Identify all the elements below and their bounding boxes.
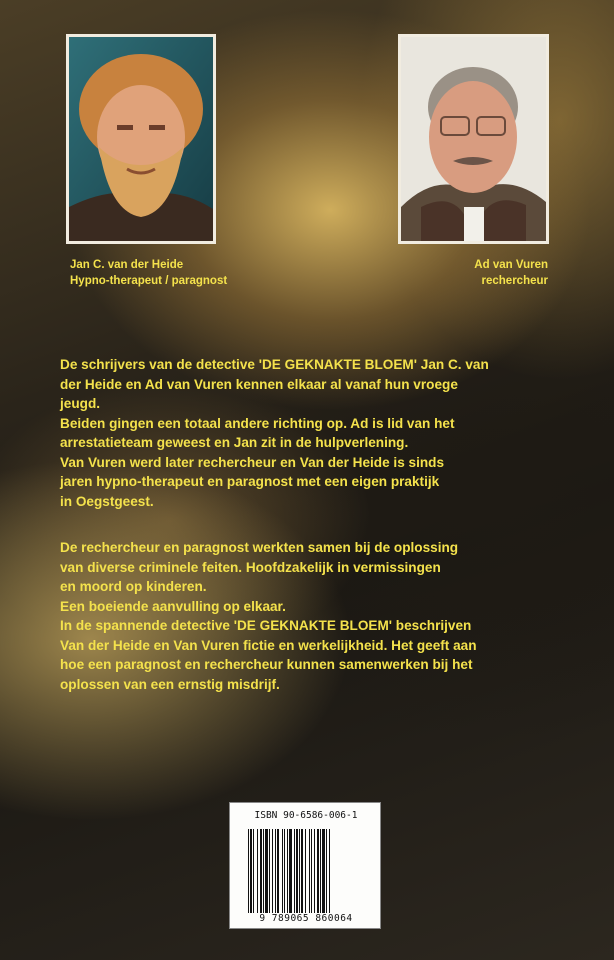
- blurb-text: [60, 355, 560, 694]
- blurb-line: In de spannende detective 'DE GEKNAKTE BLOEM' beschrijven: [60, 618, 472, 633]
- blurb-line: jeugd.: [60, 396, 101, 411]
- barcode-bars: [248, 829, 364, 913]
- blurb-line: Van Vuren werd later rechercheur en Van der Heide is sinds: [60, 454, 445, 470]
- author-photo-jan-van-der-heide: [66, 34, 216, 244]
- isbn-number: ISBN 90-6586-006-1: [254, 810, 358, 821]
- ean-number: 9 789065 860064: [259, 913, 353, 924]
- blurb-line: en moord op kinderen.: [60, 579, 207, 594]
- blurb-line: De rechercheur en paragnost werkten samen bij de oplossing: [60, 540, 459, 555]
- blurb-line: in Oegstgeest.: [60, 493, 154, 509]
- blurb-line: van diverse criminele feiten. Hoofdzakelijk in vermissingen: [60, 559, 441, 575]
- blurb-line: Een boeiende aanvulling op elkaar.: [60, 598, 286, 614]
- author-caption-right: [398, 257, 548, 289]
- blurb-line: jaren hypno-therapeut en paragnost met een eigen praktijk: [60, 474, 440, 489]
- author-caption-left: [70, 257, 227, 289]
- blurb-line: Beiden gingen een totaal andere richting op. Ad is lid van het: [60, 415, 455, 431]
- author-name: Jan C. van der Heide: [70, 259, 184, 271]
- blurb-line: oplossen van een ernstig misdrijf.: [60, 676, 280, 692]
- blurb-line: hoe een paragnost en rechercheur kunnen samenwerken bij het: [60, 657, 473, 672]
- author-photo-ad-van-vuren: [398, 34, 549, 244]
- blurb-line: Van der Heide en Van Vuren fictie en werkelijkheid. Het geeft aan: [60, 637, 477, 653]
- author-role: Hypno-therapeut / paragnost: [70, 275, 228, 287]
- barcode-label: [229, 802, 381, 929]
- blurb-line: arrestatieteam geweest en Jan zit in de hulpverlening.: [60, 435, 409, 450]
- author-name: Ad van Vuren: [474, 259, 548, 271]
- author-role: rechercheur: [481, 275, 548, 287]
- blurb-line: der Heide en Ad van Vuren kennen elkaar al vanaf hun vroege: [60, 376, 458, 392]
- blurb-line: De schrijvers van de detective 'DE GEKNAKTE BLOEM' Jan C. van: [60, 357, 489, 372]
